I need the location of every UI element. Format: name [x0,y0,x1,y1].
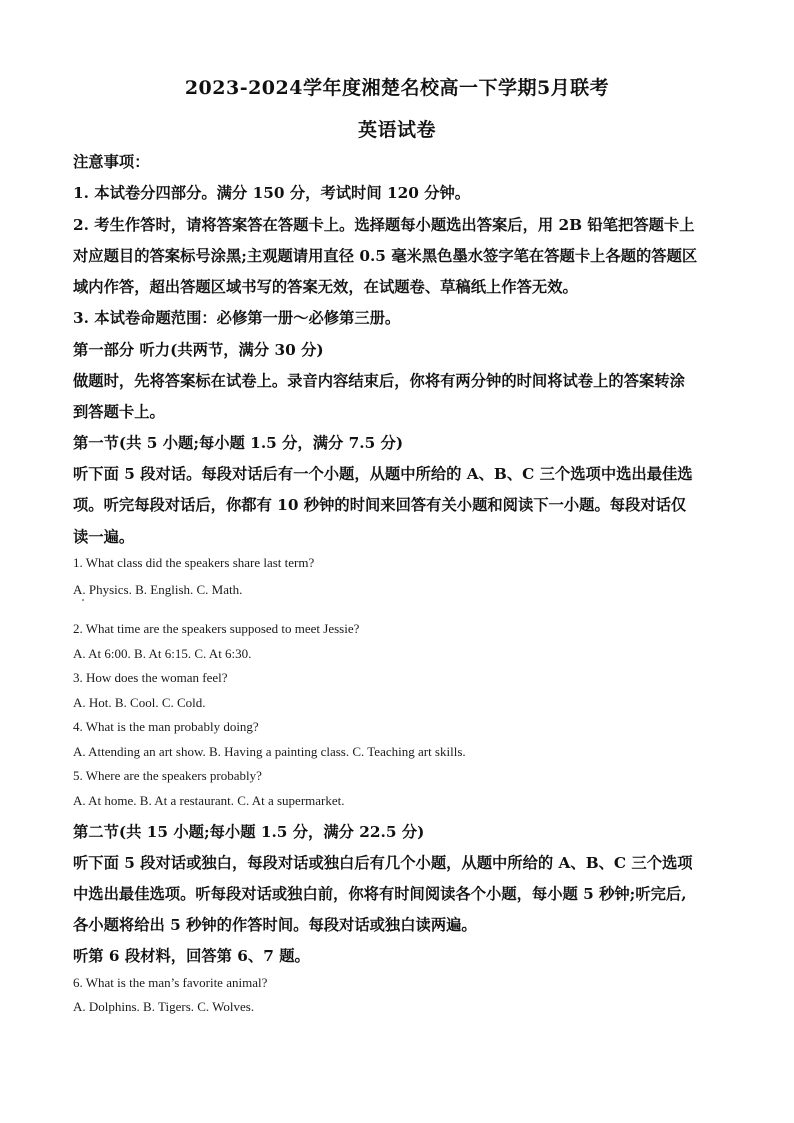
part1-instruction-line-1: 做题时，先将答案标在试卷上。录音内容结束后，你将有两分钟的时间将试卷上的答案转涂 [73,372,685,390]
question-1-options: A. Physics. B. English. C. Math. [73,582,243,597]
section1-instruction-line-3: 读一遍。 [73,528,135,546]
section1-instruction-line-2: 项。听完每段对话后，你都有 10 秒钟的时间来回答有关小题和阅读下一小题。每段对话仅 [73,496,687,514]
exam-title: 2023-2024学年度湘楚名校高一下学期5月联考 [184,77,610,99]
section2-instruction-line-3: 各小题将给出 5 秒钟的作答时间。每段对话或独白读两遍。 [73,916,477,934]
question-6-options: A. Dolphins. B. Tigers. C. Wolves. [73,999,255,1014]
question-5-options: A. At home. B. At a restaurant. C. At a supermarket. [73,793,345,808]
section1-heading: 第一节(共 5 小题;每小题 1.5 分，满分 7.5 分) [73,434,404,452]
question-5: 5. Where are the speakers probably? [73,768,262,783]
exam-subtitle: 英语试卷 [357,119,436,141]
question-2-options: A. At 6:00. B. At 6:15. C. At 6:30. [73,646,252,661]
section2-instruction-line-1: 听下面 5 段对话或独白，每段对话或独白后有几个小题，从题中所给的 A、B、C 三个选项 [73,854,693,872]
question-3-options: A. Hot. B. Cool. C. Cold. [73,695,206,710]
question-3: 3. How does the woman feel? [73,670,228,685]
note-item-2-line-2: 对应题目的答案标号涂黑;主观题请用直径 0.5 毫米黑色墨水签字笔在答题卡上各题的答题区 [73,247,698,265]
question-1: 1. What class did the speakers share last term? [73,555,315,570]
note-item-2-line-1: 2. 考生作答时，请将答案答在答题卡上。选择题每小题选出答案后，用 2B 铅笔把答题卡上 [73,216,695,234]
notes-heading: 注意事项： [73,153,150,171]
section2-instruction-line-2: 中选出最佳选项。听每段对话或独白前，你将有时间阅读各个小题，每小题 5 秒钟;听完后, [73,885,687,903]
note-item-2-line-3: 域内作答，超出答题区域书写的答案无效，在试题卷、草稿纸上作答无效。 [73,278,578,296]
question-4-options: A. Attending an art show. B. Having a painting class. C. Teaching art skills. [73,744,466,759]
note-item-3: 3. 本试卷命题范围：必修第一册～必修第三册。 [73,309,401,327]
stray-dot-mark [82,599,84,601]
section1-instruction-line-1: 听下面 5 段对话。每段对话后有一个小题，从题中所给的 A、B、C 三个选项中选出最佳选 [73,465,693,483]
part1-instruction-line-2: 到答题卡上。 [73,403,165,421]
question-2: 2. What time are the speakers supposed to meet Jessie? [73,621,360,636]
part1-heading: 第一部分 听力(共两节，满分 30 分) [73,341,324,359]
question-4: 4. What is the man probably doing? [73,719,259,734]
note-item-1: 1. 本试卷分四部分。满分 150 分，考试时间 120 分钟。 [73,184,471,202]
material-6-heading: 听第 6 段材料，回答第 6、7 题。 [73,947,310,965]
section2-heading: 第二节(共 15 小题;每小题 1.5 分，满分 22.5 分) [73,823,425,841]
question-6: 6. What is the man’s favorite animal? [73,975,268,990]
